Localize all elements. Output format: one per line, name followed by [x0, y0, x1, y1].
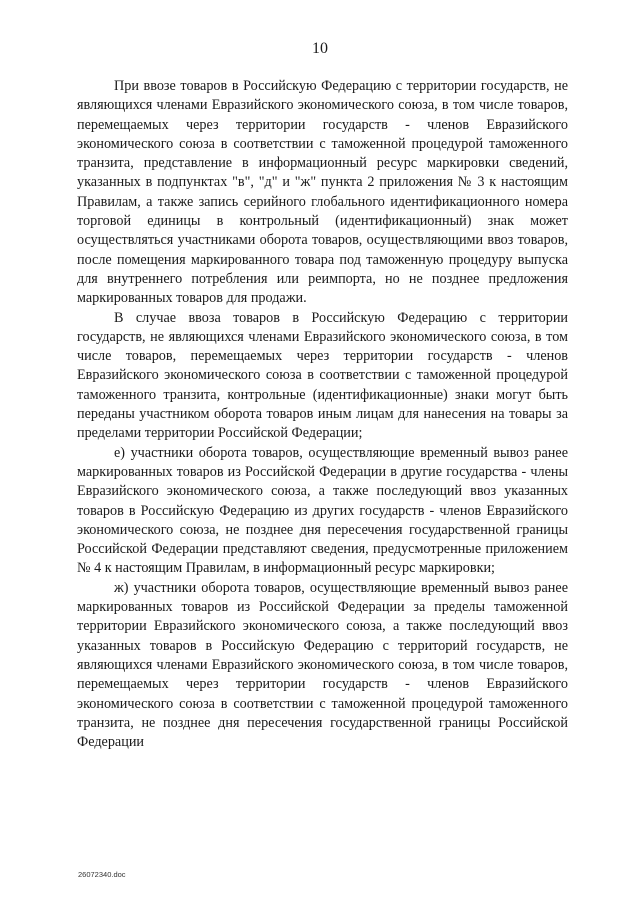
paragraph: При ввозе товаров в Российскую Федерацию с территории государств, не являющихся членами Евразийского экономического союза, в том числе товаров, перемещаемых через территории государств - членов Евразийского экономического союза в соответствии с таможенной процедурой таможенного транзита, представление в информационный ресурс маркировки сведений, указанных в подпунктах "в", "д" и "ж" пункта 2 приложения № 3 к настоящим Правилам, а также запись серийного глобального идентификационного номера торговой единицы в контрольный (идентификационный) знак может осуществляться участниками оборота товаров, осуществляющими ввоз товаров, после помещения маркированного товара под таможенную процедуру выпуска для внутреннего потребления или реимпорта, но не позднее предложения маркированных товаров для продажи.	[77, 78, 568, 307]
page-number: 10	[312, 40, 328, 57]
footer-filename: 26072340.doc	[78, 870, 126, 879]
document-body	[77, 77, 568, 752]
paragraph: е) участники оборота товаров, осуществляющие временный вывоз ранее маркированных товаров из Российской Федерации в другие государства - члены Евразийского экономического союза, а также последующий ввоз указанных товаров в Российскую Федерацию из других государств - членов Евразийского экономического союза, не позднее дня пересечения государственной границы Российской Федерации представляют сведения, предусмотренные приложением № 4 к настоящим Правилам, в информационный ресурс маркировки;	[77, 444, 568, 577]
paragraph: ж) участники оборота товаров, осуществляющие временный вывоз ранее маркированных товаров из Российской Федерации за пределы таможенной территории Евразийского экономического союза, а также последующий ввоз указанных товаров в Российскую Федерацию с территорий государств, не являющихся членами Евразийского экономического союза, в том числе товаров, перемещаемых через территории государств - членов Евразийского экономического союза в соответствии с таможенной процедурой таможенного транзита, не позднее дня пересечения государственной границы Российской Федерации	[77, 579, 568, 751]
paragraph: В случае ввоза товаров в Российскую Федерацию с территории государств, не являющихся членами Евразийского экономического союза, в том числе товаров, перемещаемых через территории государств - членов Евразийского экономического союза в соответствии с таможенной процедурой таможенного транзита, контрольные (идентификационные) знаки могут быть переданы участником оборота товаров иным лицам для нанесения на товары за пределами территории Российской Федерации;	[77, 309, 568, 442]
